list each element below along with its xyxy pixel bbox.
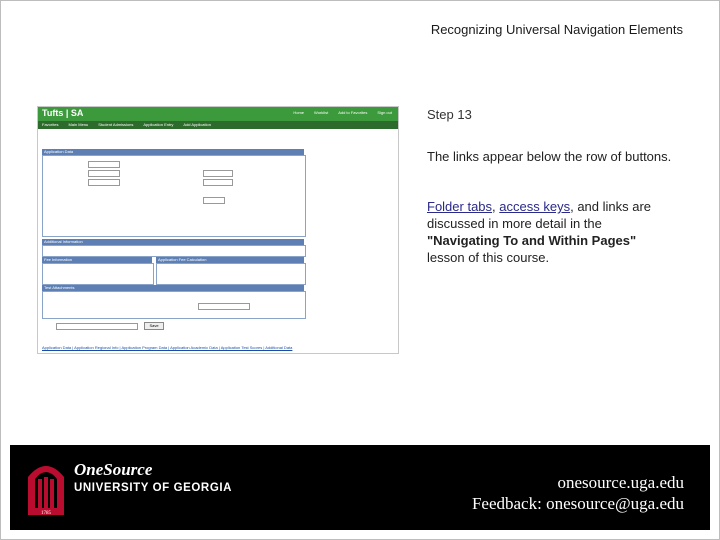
screenshot-panel xyxy=(42,245,306,257)
screenshot-footer-links: Application Data | Application Regional Info | Application Program Data | Application Academic Data | Application Test Scores | Additional Data xyxy=(42,345,293,350)
screenshot-section-title: Application Data xyxy=(44,149,74,154)
website-link[interactable]: onesource.uga.edu xyxy=(557,473,684,492)
screenshot-nav-link: Add to Favorites xyxy=(338,110,368,115)
detail-paragraph xyxy=(427,198,677,266)
screenshot-section-title: Additional Information xyxy=(44,239,83,244)
screenshot-menu-item: Main Menu xyxy=(68,122,89,127)
detail-text: , and links are discussed in more detail in the xyxy=(427,199,652,231)
screenshot-panel xyxy=(42,291,306,319)
contact-block xyxy=(472,472,684,514)
feedback-email[interactable]: Feedback: onesource@uga.edu xyxy=(471,494,684,513)
screenshot-section-title: Application Fee Calculation xyxy=(158,257,207,262)
text-separator: , xyxy=(492,199,500,214)
screenshot-menu-item: Application Entry xyxy=(143,122,174,127)
screenshot-menu-item: Add Application xyxy=(183,122,211,127)
screenshot-field xyxy=(88,170,120,177)
screenshot-nav-links xyxy=(293,110,392,115)
screenshot-field xyxy=(56,323,138,330)
step-label: Step 13 xyxy=(427,107,472,122)
screenshot-menu-bar xyxy=(38,121,398,129)
embedded-screenshot xyxy=(37,106,399,354)
page-title: Recognizing Universal Navigation Elements xyxy=(430,22,683,37)
folder-tabs-link[interactable]: Folder tabs xyxy=(427,199,493,214)
screenshot-logo: Tufts | SA xyxy=(42,108,84,118)
screenshot-field xyxy=(203,197,225,204)
brand-subtitle: UNIVERSITY OF GEORGIA xyxy=(74,482,233,494)
screenshot-panel xyxy=(42,155,306,237)
screenshot-section-title: Fee Information xyxy=(44,257,73,262)
screenshot-field xyxy=(88,179,120,186)
lesson-title: "Navigating To and Within Pages" xyxy=(427,233,637,248)
brand-name: OneSource xyxy=(74,460,153,479)
access-keys-link[interactable]: access keys xyxy=(499,199,571,214)
screenshot-nav-link: Home xyxy=(293,110,305,115)
screenshot-field xyxy=(203,179,233,186)
screenshot-field xyxy=(203,170,233,177)
screenshot-field xyxy=(198,303,250,310)
screenshot-header-bar xyxy=(38,107,398,121)
screenshot-panel xyxy=(156,263,306,285)
arch-year: 1785 xyxy=(41,511,51,516)
screenshot-field xyxy=(88,161,120,168)
screenshot-nav-link: Worklist xyxy=(314,110,329,115)
screenshot-menu-item: Favorites xyxy=(42,122,59,127)
screenshot-section-title: Test Attachments xyxy=(44,285,75,290)
screenshot-button: Save xyxy=(144,322,164,330)
footer-banner xyxy=(10,445,710,530)
instruction-paragraph: The links appear below the row of buttons. xyxy=(427,149,672,164)
brand-block xyxy=(74,460,232,494)
uga-arch-icon xyxy=(24,457,68,517)
screenshot-menu-item: Student Admissions xyxy=(98,122,134,127)
detail-text-end: lesson of this course. xyxy=(427,250,550,265)
screenshot-panel xyxy=(42,263,154,285)
screenshot-nav-link: Sign out xyxy=(377,110,392,115)
